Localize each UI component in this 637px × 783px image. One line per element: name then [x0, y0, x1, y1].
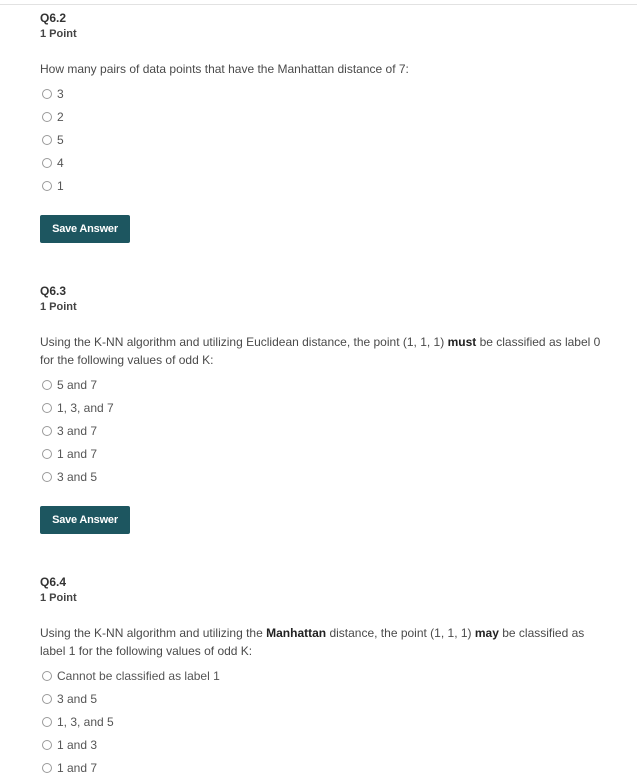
- option-label: 1 and 7: [57, 760, 98, 775]
- option-3[interactable]: [40, 82, 610, 105]
- save-answer-button[interactable]: Save Answer: [40, 215, 130, 243]
- question-points: 1 Point: [40, 592, 77, 604]
- option-1-3-and-5[interactable]: [40, 710, 610, 733]
- question-title: Q6.2: [40, 11, 67, 25]
- answer-options: [40, 373, 610, 488]
- prompt-text: distance, the point (1, 1, 1): [326, 626, 475, 640]
- option-label: 1 and 7: [57, 446, 98, 461]
- prompt-emphasis-may: may: [474, 626, 499, 640]
- radio-button[interactable]: [42, 112, 52, 122]
- radio-button[interactable]: [42, 694, 52, 704]
- question-6-3: [40, 284, 610, 534]
- radio-button[interactable]: [42, 449, 52, 459]
- radio-button[interactable]: [42, 158, 52, 168]
- radio-button[interactable]: [42, 403, 52, 413]
- question-6-4: [40, 575, 610, 779]
- option-label: 1, 3, and 5: [57, 714, 114, 729]
- option-5-and-7[interactable]: [40, 373, 610, 396]
- option-1[interactable]: [40, 174, 610, 197]
- radio-button[interactable]: [42, 717, 52, 727]
- save-answer-button[interactable]: Save Answer: [40, 506, 130, 534]
- option-label: 2: [57, 109, 64, 124]
- option-cannot-be-classified[interactable]: [40, 664, 610, 687]
- answer-options: [40, 664, 610, 779]
- radio-button[interactable]: [42, 763, 52, 773]
- option-4[interactable]: [40, 151, 610, 174]
- option-2[interactable]: [40, 105, 610, 128]
- option-label: 3: [57, 86, 64, 101]
- question-title: Q6.3: [40, 284, 67, 298]
- option-label: 3 and 5: [57, 469, 98, 484]
- option-label: 5 and 7: [57, 377, 98, 392]
- prompt-text: be classified as label 0 for the following values of odd K:: [40, 335, 601, 367]
- prompt-text: Using the K-NN algorithm and utilizing Euclidean distance, the point (1, 1, 1): [40, 335, 448, 349]
- prompt-text: Using the K-NN algorithm and utilizing the: [40, 626, 267, 640]
- question-title: Q6.4: [40, 575, 67, 589]
- radio-button[interactable]: [42, 472, 52, 482]
- option-1-and-7[interactable]: [40, 756, 610, 779]
- option-label: 1: [57, 178, 64, 193]
- prompt-text: How many pairs of data points that have the Manhattan distance of 7:: [40, 62, 409, 76]
- option-label: 3 and 5: [57, 691, 98, 706]
- option-3-and-7[interactable]: [40, 419, 610, 442]
- radio-button[interactable]: [42, 380, 52, 390]
- prompt-text: be classified as label 1 for the following values of odd K:: [40, 626, 585, 658]
- option-label: 1 and 3: [57, 737, 98, 752]
- option-3-and-5[interactable]: [40, 465, 610, 488]
- option-1-and-7[interactable]: [40, 442, 610, 465]
- option-5[interactable]: [40, 128, 610, 151]
- prompt-emphasis-must: must: [447, 335, 477, 349]
- question-prompt: [40, 333, 610, 369]
- option-label: 4: [57, 155, 64, 170]
- radio-button[interactable]: [42, 671, 52, 681]
- option-1-3-and-7[interactable]: [40, 396, 610, 419]
- option-label: 5: [57, 132, 64, 147]
- top-divider: [0, 4, 637, 5]
- prompt-emphasis-manhattan: Manhattan: [266, 626, 327, 640]
- question-points: 1 Point: [40, 28, 77, 40]
- radio-button[interactable]: [42, 740, 52, 750]
- option-label: 1, 3, and 7: [57, 400, 114, 415]
- radio-button[interactable]: [42, 135, 52, 145]
- radio-button[interactable]: [42, 426, 52, 436]
- answer-options: [40, 82, 610, 197]
- radio-button[interactable]: [42, 89, 52, 99]
- question-prompt: [40, 60, 610, 78]
- question-prompt: [40, 624, 610, 660]
- option-label: 3 and 7: [57, 423, 98, 438]
- option-label: Cannot be classified as label 1: [57, 668, 220, 683]
- option-3-and-5[interactable]: [40, 687, 610, 710]
- option-1-and-3[interactable]: [40, 733, 610, 756]
- question-6-2: [40, 11, 610, 243]
- question-points: 1 Point: [40, 301, 77, 313]
- radio-button[interactable]: [42, 181, 52, 191]
